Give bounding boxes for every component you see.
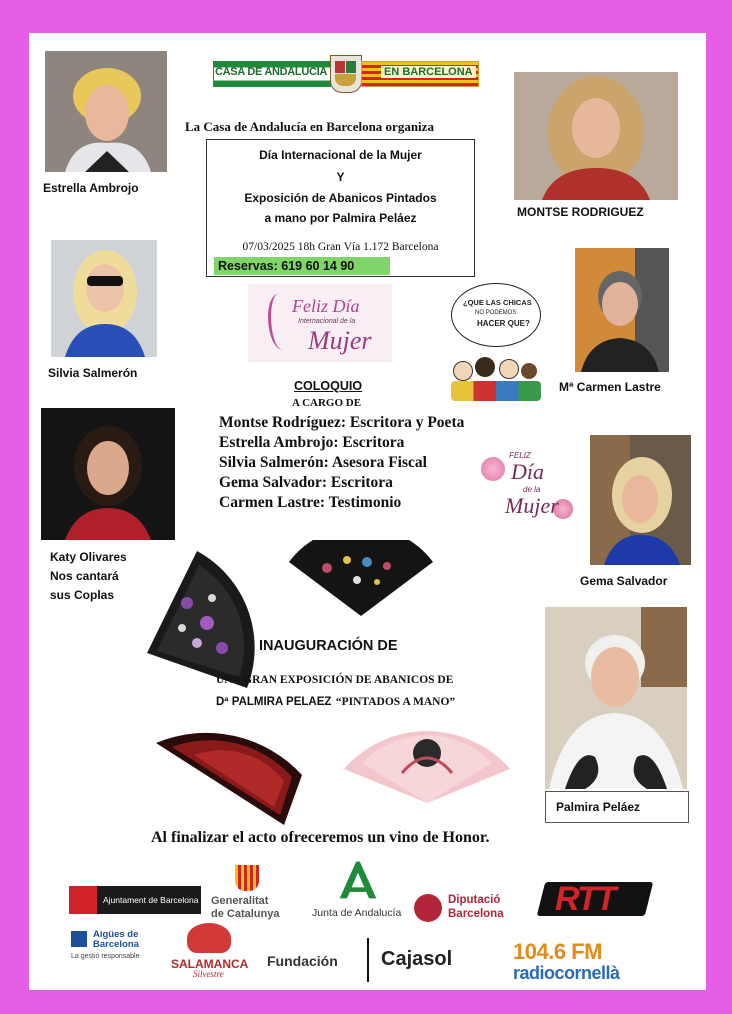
coloquio-heading: COLOQUIO [294, 379, 363, 393]
feliz-dia-1-line1: Feliz Día [292, 296, 360, 316]
aigues-text-2: Barcelona [93, 939, 139, 950]
ajuntament-text: Ajuntament de Barcelona [103, 895, 199, 905]
reservations-badge [214, 257, 390, 275]
salamanca-emblem-icon [187, 923, 231, 953]
inauguration-line2 [216, 692, 455, 710]
generalitat-emblem-icon [235, 865, 259, 891]
poster-sheet [29, 33, 706, 990]
event-info-box [206, 139, 475, 277]
fan-black-floral [287, 540, 435, 618]
gema-caption: Gema Salvador [580, 574, 668, 588]
silvia-photo [51, 240, 157, 357]
aigues-logo [67, 929, 167, 965]
comic-line1: ¿QUE LAS CHICAS [463, 298, 532, 307]
radio-freq: 104.6 FM [513, 939, 602, 964]
speaker-5: Carmen Lastre: Testimonio [219, 494, 402, 511]
salamanca-sub: Silvestre [193, 969, 224, 979]
organizer-line: La Casa de Andalucía en Barcelona organiza [185, 119, 434, 134]
diputacio-emblem-icon [414, 894, 442, 922]
pintados-a-mano: “PINTADOS A MANO” [335, 696, 456, 708]
speaker-4: Gema Salvador: Escritora [219, 474, 393, 491]
generalitat-text-2: de Catalunya [211, 908, 280, 920]
palmira-caption-box [545, 791, 689, 823]
feliz-dia-2-line1: FELIZ [509, 451, 531, 460]
portrait-icon [45, 51, 167, 172]
portrait-icon [575, 248, 669, 372]
aigues-tagline: La gestió responsable [71, 953, 140, 960]
comic-graphic [445, 283, 545, 407]
radio-name: radiocornellà [513, 963, 620, 983]
generalitat-logo [209, 865, 289, 923]
logo-left-text: CASA DE ANDALUCIA [215, 66, 328, 78]
cajasol-text: Cajasol [381, 948, 453, 970]
junta-text: Junta de Andalucía [312, 907, 402, 919]
aigues-text-1: Aigües de [93, 929, 139, 940]
event-title-1: Día Internacional de la Mujer [259, 148, 422, 162]
event-title-4: a mano por Palmira Peláez [264, 211, 417, 225]
montse-photo [514, 72, 678, 200]
speaker-3: Silvia Salmerón: Asesora Fiscal [219, 454, 427, 471]
portrait-icon [590, 435, 691, 565]
hand-fan-icon [287, 540, 435, 618]
coloquio-subheading: A CARGO DE [292, 397, 362, 409]
fan-purple [127, 543, 277, 693]
fundacion-text: Fundación [267, 953, 338, 969]
hand-fan-icon [127, 543, 277, 693]
portrait-icon [41, 408, 175, 540]
portrait-icon [514, 72, 678, 200]
feliz-dia-floral-graphic [481, 449, 577, 529]
event-title-3: Exposición de Abanicos Pintados [244, 191, 437, 205]
feliz-dia-graphic [248, 284, 392, 362]
rtt-logo [541, 878, 649, 922]
diputacio-logo [414, 890, 532, 924]
flower-icon [481, 457, 505, 481]
feliz-dia-1-line2: Internacional de la [298, 318, 356, 325]
estrella-caption: Estrella Ambrojo [43, 181, 139, 195]
salamanca-logo [169, 923, 251, 981]
estrella-photo [45, 51, 167, 172]
silvia-caption: Silvia Salmerón [48, 366, 138, 380]
ajuntament-logo [69, 886, 201, 914]
katy-caption-2: Nos cantará [50, 569, 119, 583]
inauguration-line1: UNA GRAN EXPOSICIÓN DE ABANICOS DE [216, 674, 454, 686]
junta-emblem-icon [336, 859, 380, 901]
speaker-1: Montse Rodríguez: Escritora y Poeta [219, 414, 465, 431]
feliz-dia-2-line4: Mujer [505, 493, 559, 518]
junta-andalucia-logo [312, 859, 408, 921]
cartoon-characters-icon [451, 357, 541, 403]
portrait-icon [51, 240, 157, 357]
aigues-emblem-icon [71, 931, 87, 947]
comic-line3: HACER QUE? [477, 319, 530, 328]
event-datetime: 07/03/2025 18h Gran Vía 1.172 Barcelona [242, 241, 439, 253]
feliz-dia-1-line3: Mujer [308, 326, 372, 355]
palmira-name: Dª PALMIRA PELAEZ [216, 696, 332, 708]
event-title-2: Y [336, 170, 345, 184]
katy-photo [41, 408, 175, 540]
coat-of-arms-icon [330, 55, 362, 93]
carmen-caption: Mª Carmen Lastre [559, 380, 661, 394]
radiocornella-logo [513, 939, 649, 985]
diputacio-text-2: Barcelona [448, 908, 504, 920]
cajasol-divider [367, 938, 369, 982]
diputacio-text-1: Diputació [448, 894, 501, 906]
inauguration-heading: INAUGURACIÓN DE [259, 638, 398, 654]
feliz-dia-2-line3: de la [523, 485, 541, 494]
closing-line: Al finalizar el acto ofreceremos un vino de Honor. [151, 829, 490, 846]
reservations-text: Reservas: 619 60 14 90 [218, 259, 355, 273]
katy-caption-3: sus Coplas [50, 588, 115, 602]
fan-red [154, 715, 304, 827]
comic-line2: NO PODEMOS [475, 310, 517, 316]
dancer-icon [268, 294, 293, 350]
fan-pink [342, 723, 512, 805]
montse-caption: MONTSE RODRIGUEZ [517, 205, 644, 219]
gema-photo [590, 435, 691, 565]
katy-caption-1: Katy Olivares [50, 550, 127, 564]
speaker-2: Estrella Ambrojo: Escritora [219, 434, 405, 451]
casa-andalucia-logo [213, 55, 477, 91]
portrait-icon [545, 607, 687, 789]
salamanca-text: SALAMANCA [171, 957, 249, 971]
hand-fan-icon [342, 723, 512, 805]
feliz-dia-2-line2: Día [511, 459, 544, 484]
palmira-photo [545, 607, 687, 789]
logo-right-text: EN BARCELONA [381, 66, 476, 78]
carmen-photo [575, 248, 669, 372]
hand-fan-icon [154, 715, 304, 827]
palmira-caption: Palmira Peláez [556, 800, 641, 814]
generalitat-text-1: Generalitat [211, 895, 269, 907]
rtt-text: RTT [555, 880, 615, 918]
